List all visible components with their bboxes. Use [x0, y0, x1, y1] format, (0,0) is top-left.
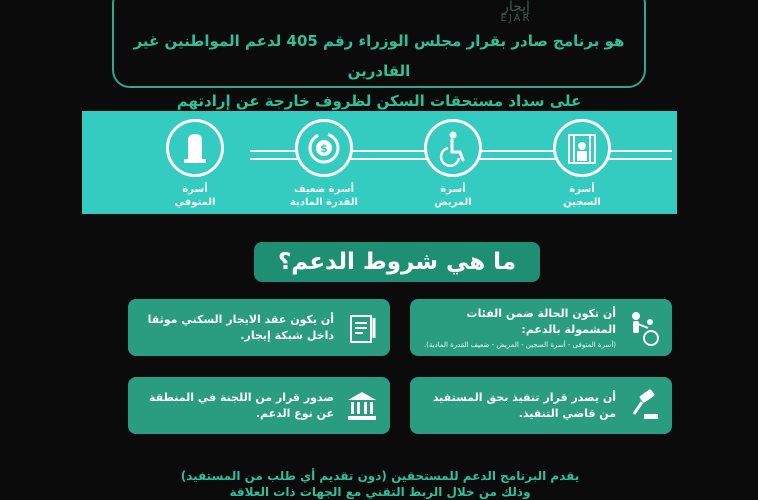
condition-card-contract: [128, 299, 390, 356]
category-deceased-line2: المتوفي: [174, 197, 216, 208]
condition-committee-text: صدور قرار من اللجنة في المنطقة عن نوع الدعم.: [148, 390, 334, 420]
category-low-income-line2: القدرة المادية: [290, 197, 358, 208]
tombstone-icon: [166, 119, 224, 177]
footer-line-2: وذلك من خلال الربط التقني مع الجهات ذات العلاقة: [229, 485, 531, 499]
categories-banner: [82, 111, 677, 214]
condition-category-sub: (أسرة المتوفى - أسرة السجين - المريض - ضعيف القدرة المادية).: [423, 340, 616, 349]
category-patient-line2: المريض: [434, 197, 472, 208]
gavel-icon: [624, 386, 664, 426]
logo-arabic: إيجار: [502, 0, 530, 15]
condition-category-text: أن تكون الحالة ضمن الفئات المشمولة بالدعم:: [466, 306, 616, 336]
condition-card-committee: [128, 377, 390, 434]
category-prisoner-line1: أسرة: [569, 184, 595, 195]
condition-contract-text: أن يكون عقد الايجار السكني موثقا داخل شبكة إيجار.: [147, 312, 334, 342]
category-low-income: [274, 119, 374, 209]
ejar-logo: [488, 0, 544, 24]
svg-text:$: $: [320, 142, 328, 155]
section-title-pill: [254, 242, 540, 282]
condition-card-execution: [410, 377, 672, 434]
prisoner-icon: [553, 119, 611, 177]
condition-card-category: [410, 299, 672, 356]
footer-text: [150, 468, 610, 500]
category-prisoner: [532, 119, 632, 209]
wheelchair-icon: [424, 119, 482, 177]
contract-icon: [342, 308, 382, 348]
category-patient: [403, 119, 503, 209]
condition-execution-text: أن يصدر قرار تنفيذ بحق المستفيد من قاضي التنفيذ.: [432, 390, 616, 420]
category-patient-line1: أسرة: [440, 184, 466, 195]
footer-line-1: يقدم البرنامج الدعم للمستحقين (دون تقديم أي طلب من المستفيد): [180, 469, 580, 483]
family-wheelchair-icon: [624, 308, 664, 348]
category-deceased-line1: أسرة: [182, 184, 208, 195]
intro-line-2: على سداد مستحقات السكن لظروف خارجة عن إرادتهم: [176, 92, 582, 110]
section-title: ما هي شروط الدعم؟: [277, 249, 517, 275]
logo-latin: EJAR: [500, 13, 532, 24]
money-icon: [295, 119, 353, 177]
intro-text: [120, 26, 638, 116]
category-low-income-line1: أسرة ضعيف: [293, 184, 355, 195]
category-deceased: [145, 119, 245, 209]
courthouse-icon: [342, 386, 382, 426]
category-prisoner-line2: السجين: [563, 197, 601, 208]
intro-line-1: هو برنامج صادر بقرار مجلس الوزراء رقم 405 لدعم المواطنين غير القادرين: [133, 32, 625, 80]
